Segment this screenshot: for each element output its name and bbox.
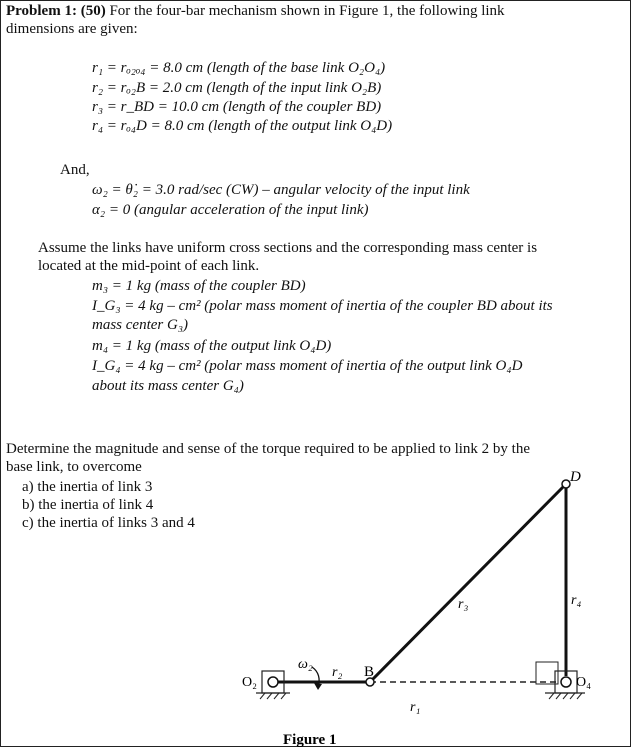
determine-line-1: Determine the magnitude and sense of the torque required to be applied to link 2 by the bbox=[6, 441, 531, 457]
coupler-link-bd bbox=[370, 484, 566, 682]
inertia-ig4: I_G₄ = 4 kg – cm² (polar mass moment of inertia of the output link O₄D bbox=[92, 358, 523, 374]
kinematics-alpha: α₂ = 0 (angular acceleration of the input link) bbox=[92, 202, 369, 218]
label-o2: O₂ bbox=[242, 675, 257, 690]
dimension-r3: r₃ = r_BD = 10.0 cm (length of the coupler BD) bbox=[92, 99, 382, 115]
option-a: a) the inertia of link 3 bbox=[22, 479, 153, 495]
label-d: D bbox=[570, 469, 581, 485]
omega-arrowhead bbox=[314, 683, 322, 690]
and-label: And, bbox=[60, 162, 90, 178]
mass-m3: m₃ = 1 kg (mass of the coupler BD) bbox=[92, 278, 306, 294]
label-r1: r₁ bbox=[410, 700, 421, 715]
dimension-r4: r₄ = rₒ₄D = 8.0 cm (length of the output link O₄D) bbox=[92, 118, 393, 134]
inertia-ig3-cont: mass center G₃) bbox=[92, 317, 189, 333]
label-r2: r₂ bbox=[332, 665, 343, 680]
dimension-r2: r₂ = rₒ₂B = 2.0 cm (length of the input link O₂B) bbox=[92, 80, 382, 96]
determine-line-2: base link, to overcome bbox=[6, 459, 142, 475]
label-r4: r₄ bbox=[571, 593, 582, 608]
problem-intro-1: For the four-bar mechanism shown in Figure 1, the following link bbox=[109, 3, 505, 19]
kinematics-omega: ω₂ = θ̇₂ = 3.0 rad/sec (CW) – angular velocity of the input link bbox=[92, 182, 470, 198]
joint-d bbox=[562, 480, 570, 488]
problem-number: Problem 1: bbox=[6, 3, 77, 19]
mass-m4: m₄ = 1 kg (mass of the output link O₄D) bbox=[92, 338, 332, 354]
label-b: B bbox=[364, 664, 375, 680]
dimension-r1: r₁ = rₒ₂ₒ₄ = 8.0 cm (length of the base link O₂O₄) bbox=[92, 60, 386, 76]
assume-line-1: Assume the links have uniform cross sections and the corresponding mass center is bbox=[38, 240, 538, 256]
figure-caption: Figure 1 bbox=[283, 732, 337, 747]
problem-intro-2: dimensions are given: bbox=[6, 21, 138, 37]
label-omega2: ω₂ bbox=[298, 657, 313, 672]
option-b: b) the inertia of link 4 bbox=[22, 497, 154, 513]
option-c: c) the inertia of links 3 and 4 bbox=[22, 515, 195, 531]
assume-line-2: located at the mid-point of each link. bbox=[38, 258, 260, 274]
pivot-o2 bbox=[256, 671, 290, 699]
label-o4: O₄ bbox=[576, 675, 591, 690]
inertia-ig3: I_G₃ = 4 kg – cm² (polar mass moment of inertia of the coupler BD about its bbox=[92, 298, 553, 314]
problem-points: (50) bbox=[80, 3, 106, 19]
inertia-ig4-cont: about its mass center G₄) bbox=[92, 378, 244, 394]
label-r3: r₃ bbox=[458, 597, 469, 612]
